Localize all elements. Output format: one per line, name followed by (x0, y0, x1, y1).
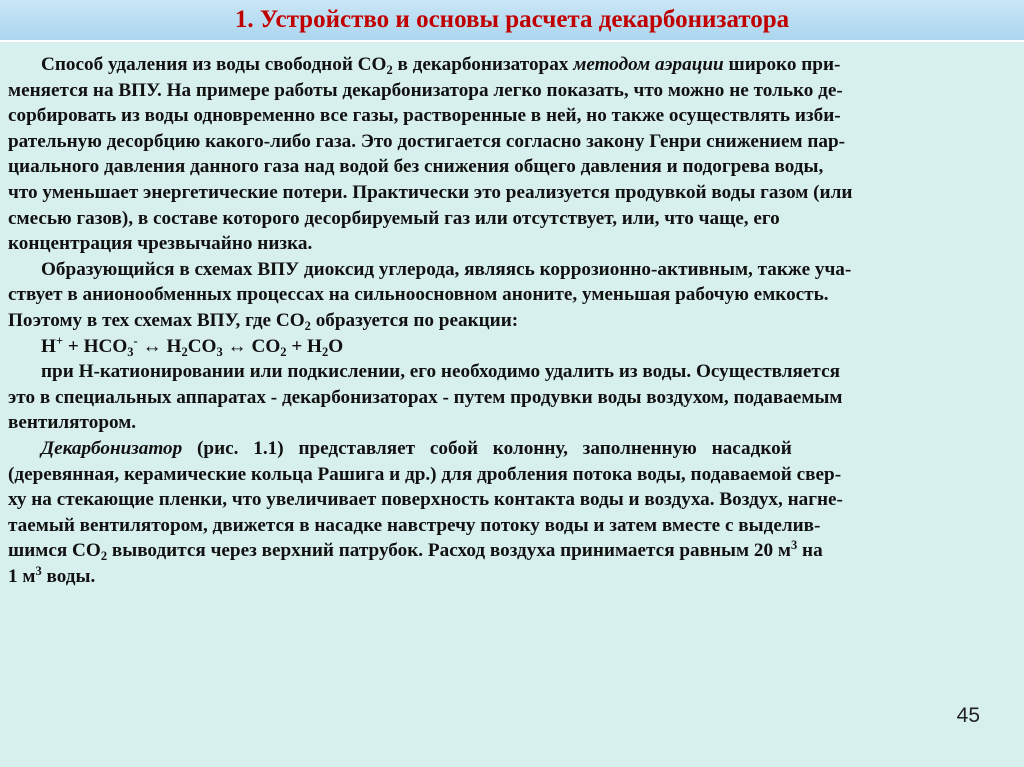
page-number: 45 (956, 704, 980, 727)
paragraph-1-line-3: сорбировать из воды одновременно все газы, растворенные в ней, но также осуществлять изби- (8, 105, 841, 127)
paragraph-1-line-8: концентрация чрезвычайно низка. (8, 233, 313, 255)
paragraph-2-line-2: ствует в анионообменных процессах на сильноосновном аноните, уменьшая рабочую емкость. (8, 284, 829, 306)
paragraph-1-line-4: рательную десорбцию какого-либо газа. Это достигается согласно закону Генри снижением пар- (8, 130, 846, 152)
paragraph-1-line-1: Способ удаления из воды свободной $СО_2$ в декарбонизаторах методом аэрации широко при- (41, 54, 841, 77)
paragraph-3-line-1: при Н-катионировании или подкислении, его необходимо удалить из воды. Осуществляется (41, 361, 840, 383)
paragraph-4-line-2: (деревянная, керамические кольца Рашига и др.) для дробления потока воды, подаваемой свер- (8, 463, 842, 485)
slide-title: 1. Устройство и основы расчета декарбонизатора (234, 6, 790, 33)
paragraph-4-line-3: ху на стекающие пленки, что увеличивает поверхность контакта воды и воздуха. Воздух, нагне- (8, 489, 843, 511)
paragraph-1-line-5: циального давления данного газа над водой без снижения общего давления и подогрева воды, (8, 156, 824, 178)
paragraph-4-line-1: Декарбонизатор (рис. 1.1) представляет собой колонну, заполненную насадкой (41, 437, 792, 459)
paragraph-2-line-3: Поэтому в тех схемах ВПУ, где $СО_2$ образуется по реакции: (8, 309, 519, 333)
reaction-equation: $Н^+ + НСО_3^-$ ↔ $Н_2СО_3$ ↔ $СО_2 + Н_2О$ (41, 333, 344, 359)
paragraph-4-line-5: шимся $СО_2$ выводится через верхний патрубок. Расход воздуха принимается равным 20 $м^3$ на (8, 538, 823, 564)
paragraph-1-line-7: смесью газов), в составе которого десорбируемый газ или отсутствует, или, что чаще, его (8, 207, 780, 229)
title-bar (0, 0, 1024, 42)
paragraph-4-line-4: таемый вентилятором, движется в насадке навстречу потоку воды и затем вместе с выделив- (8, 514, 821, 536)
paragraph-3-line-2: это в специальных аппаратах - декарбонизаторах - путем продувки воды воздухом, подаваемым (8, 386, 843, 408)
slide-body (8, 52, 1000, 589)
paragraph-1-line-2: меняется на ВПУ. На примере работы декарбонизатора легко показать, что можно не только де- (8, 79, 843, 101)
paragraph-2-line-1: Образующийся в схемах ВПУ диоксид углерода, являясь коррозионно-активным, также уча- (41, 258, 852, 280)
paragraph-4-line-6: 1 $м^3$ воды. (8, 563, 96, 587)
paragraph-1-line-6: что уменьшает энергетические потери. Практически это реализуется продувкой воды газом (или (8, 181, 853, 203)
paragraph-3-line-3: вентилятором. (8, 412, 137, 434)
